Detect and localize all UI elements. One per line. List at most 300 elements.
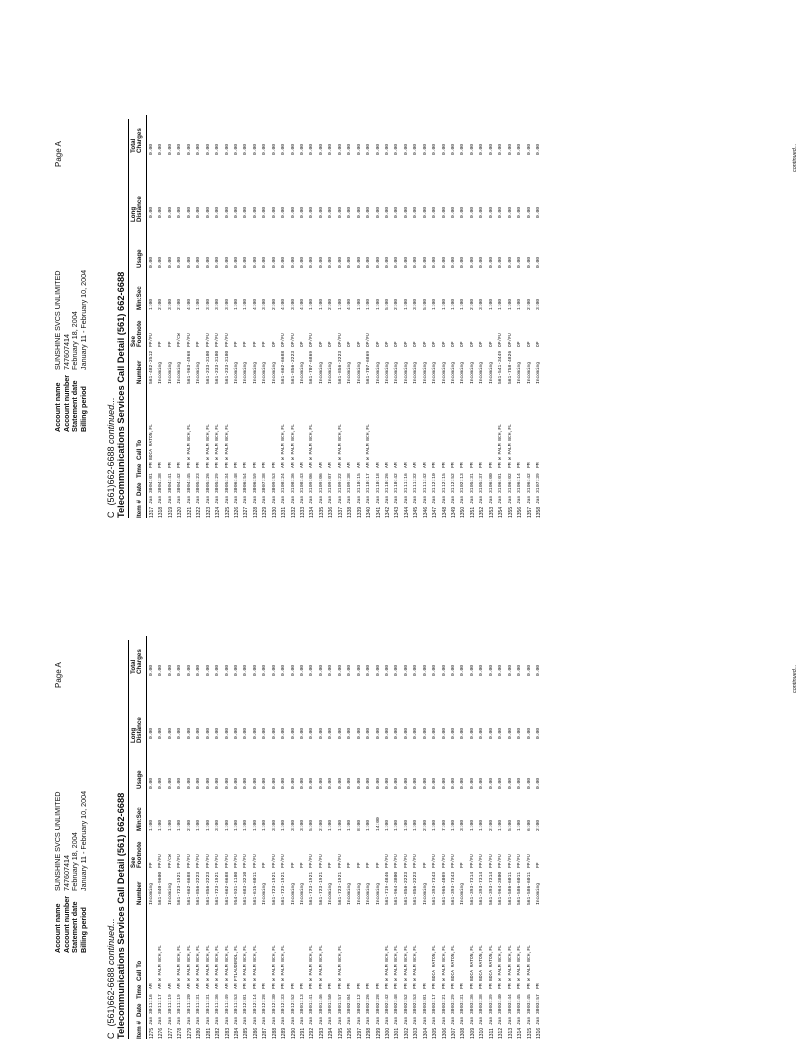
row-time: 12:15 <box>441 473 447 487</box>
row-item: 1311 <box>488 1028 495 1039</box>
row-date: Jan 30 <box>328 1008 334 1025</box>
row-date: Jan 30 <box>158 487 164 504</box>
row-time: 12:30 <box>271 994 277 1008</box>
section-phone: (561)662-6688 <box>106 446 116 506</box>
row-ampm: AM <box>167 983 173 989</box>
row-footnote: PP/FU <box>281 854 287 868</box>
table-row <box>403 115 412 518</box>
row-date: Jan 30 <box>300 1008 305 1025</box>
row-number: Incoming <box>167 882 173 905</box>
row-usage: 0.00 <box>252 777 258 789</box>
row-time: 01:13 <box>300 994 305 1008</box>
row-ampm: AM <box>290 462 296 468</box>
row-long-distance: 0.00 <box>149 206 154 218</box>
row-ampm: PM <box>290 983 296 989</box>
row-footnote: OP <box>375 341 381 347</box>
row-time: 06:14 <box>517 473 523 487</box>
row-number: 561-965-4089 <box>441 871 447 905</box>
row-long-distance: 0.00 <box>281 727 287 739</box>
row-usage: 0.00 <box>158 256 164 268</box>
row-total-charges: 0.00 <box>526 143 532 155</box>
header-usage: Usage <box>136 249 144 268</box>
row-min-sec: 1:00 <box>498 298 504 310</box>
row-total-charges: 0.00 <box>451 664 456 676</box>
row-total-charges: 0.00 <box>441 664 447 676</box>
row-number: Incoming <box>488 361 494 384</box>
row-item: 1306 <box>441 1027 448 1039</box>
row-time: 03:31 <box>460 994 466 1008</box>
row-number: 561-964-3800 <box>498 871 504 905</box>
table-row <box>365 636 374 1039</box>
table-row <box>308 115 317 518</box>
table-row <box>252 636 261 1039</box>
row-total-charges: 0.00 <box>215 664 221 676</box>
row-number: 561-856-2223 <box>337 350 343 384</box>
table-row <box>157 115 166 518</box>
row-call-to: W PALM BCH,FL <box>205 945 211 981</box>
call-detail-rows <box>148 636 544 1039</box>
row-total-charges: 0.00 <box>422 664 428 676</box>
row-long-distance: 0.00 <box>309 727 315 739</box>
table-row <box>280 115 289 518</box>
row-time: 03:17 <box>432 994 438 1008</box>
header-item: Item # <box>136 1021 144 1039</box>
row-call-to: W PALM BCH,FL <box>215 945 221 981</box>
row-usage: 0.00 <box>196 256 202 268</box>
row-total-charges: 0.00 <box>328 143 334 155</box>
row-time: 03:38 <box>479 994 485 1008</box>
row-number: Incoming <box>394 361 400 384</box>
row-min-sec: 1:00 <box>366 819 372 831</box>
row-time: 12:14 <box>252 994 258 1008</box>
row-date: Jan 30 <box>535 1008 541 1025</box>
row-number: Incoming <box>196 361 202 384</box>
row-time: 11:16 <box>403 473 409 487</box>
row-long-distance: 0.00 <box>243 206 249 218</box>
row-date: Jan 30 <box>290 1008 296 1025</box>
row-long-distance: 0.00 <box>271 727 277 739</box>
row-ampm: PM <box>215 462 221 468</box>
row-footnote: PP/FU <box>215 333 221 347</box>
row-number: Incoming <box>479 361 485 384</box>
row-total-charges: 0.00 <box>441 143 447 155</box>
statement-page-right <box>0 1 809 522</box>
row-min-sec: 14:00 <box>375 817 381 831</box>
row-total-charges: 0.00 <box>403 664 409 676</box>
row-usage: 0.00 <box>252 256 258 268</box>
continued-label: continued... <box>106 918 116 965</box>
table-row <box>233 115 242 518</box>
row-usage: 0.00 <box>347 777 353 789</box>
row-total-charges: 0.00 <box>526 664 532 676</box>
row-date: Jan 30 <box>479 1008 485 1025</box>
table-row <box>459 115 468 518</box>
row-call-to: W PALM BCH,FL <box>498 424 504 460</box>
row-number: Incoming <box>451 361 456 384</box>
table-row <box>214 636 223 1039</box>
row-time: 11:32 <box>413 473 419 487</box>
row-number: Incoming <box>460 882 466 905</box>
row-total-charges: 0.00 <box>290 664 296 676</box>
row-min-sec: 1:00 <box>432 819 438 831</box>
table-row <box>271 115 280 518</box>
row-long-distance: 0.00 <box>215 206 221 218</box>
row-date: Jan 31 <box>328 487 334 504</box>
row-call-to: W PALM BCH,FL <box>441 945 447 981</box>
row-item: 1320 <box>177 506 184 518</box>
row-total-charges: 0.00 <box>281 143 287 155</box>
row-total-charges: 0.00 <box>384 143 390 155</box>
row-date: Jan 30 <box>309 1008 315 1025</box>
row-time: 02:48 <box>394 994 400 1008</box>
row-ampm: PM <box>479 462 485 468</box>
row-min-sec: 1:00 <box>394 819 400 831</box>
row-number: 561-723-1921 <box>337 871 343 905</box>
row-usage: 0.00 <box>271 256 277 268</box>
row-long-distance: 0.00 <box>337 727 343 739</box>
row-ampm: PM <box>243 983 249 989</box>
row-total-charges: 0.00 <box>271 143 277 155</box>
row-item: 1346 <box>422 506 429 518</box>
row-item: 1336 <box>328 506 335 518</box>
row-footnote: OP <box>479 341 485 347</box>
row-long-distance: 0.00 <box>243 727 249 739</box>
row-ampm: PM <box>469 983 475 989</box>
row-long-distance: 0.00 <box>205 206 211 218</box>
row-date: Jan 31 <box>366 487 372 504</box>
row-usage: 0.00 <box>233 777 239 789</box>
row-usage: 0.00 <box>413 777 419 789</box>
row-min-sec: 2:00 <box>158 298 164 310</box>
row-min-sec: 3:00 <box>460 819 466 831</box>
section-mark: C <box>106 511 116 518</box>
row-usage: 0.00 <box>394 256 400 268</box>
row-usage: 0.00 <box>498 256 504 268</box>
row-ampm: PM <box>366 983 372 989</box>
row-ampm: PM <box>167 462 173 468</box>
row-date: Jan 30 <box>394 1008 400 1025</box>
row-number: Incoming <box>328 361 334 384</box>
table-row <box>205 636 214 1039</box>
row-ampm: PM <box>149 462 154 468</box>
row-ampm: PM <box>526 983 532 989</box>
header-long: Long <box>130 727 138 743</box>
row-total-charges: 0.00 <box>366 664 372 676</box>
row-ampm: AM <box>394 462 400 468</box>
row-item: 1348 <box>441 506 448 518</box>
row-item: 1339 <box>356 506 363 518</box>
row-call-to: W PALM BCH,FL <box>337 424 343 460</box>
row-call-to: W PALM BCH,FL <box>224 945 230 981</box>
row-number: Incoming <box>262 882 268 905</box>
row-footnote: OP/FU <box>337 333 343 347</box>
row-time: 12:52 <box>290 994 296 1008</box>
table-row <box>441 636 450 1039</box>
row-footnote: PP/FU <box>205 333 211 347</box>
row-time: 03:36 <box>469 994 475 1008</box>
row-call-to: BOCA RATON,FL <box>479 945 485 981</box>
row-usage: 0.00 <box>167 256 173 268</box>
row-item: 1314 <box>517 1027 524 1039</box>
row-call-to: W PALM BCH,FL <box>186 945 192 981</box>
row-number: 561-662-6688 <box>224 871 230 905</box>
row-usage: 0.00 <box>262 777 268 789</box>
row-long-distance: 0.00 <box>403 206 409 218</box>
row-total-charges: 0.00 <box>243 664 249 676</box>
row-ampm: PM <box>394 983 400 989</box>
row-footnote: OP <box>300 341 305 347</box>
call-detail-title: Telecommunications Services Call Detail (561) 662-6688 <box>116 792 126 1039</box>
row-call-to: W PALM BCH,FL <box>337 945 343 981</box>
row-ampm: PM <box>432 983 438 989</box>
row-footnote: PP/FU <box>488 854 494 868</box>
row-total-charges: 0.00 <box>328 664 334 676</box>
row-total-charges: 0.00 <box>196 664 202 676</box>
row-date: Jan 31 <box>535 487 541 504</box>
row-long-distance: 0.00 <box>224 206 230 218</box>
row-total-charges: 0.00 <box>469 143 475 155</box>
row-total-charges: 0.00 <box>394 143 400 155</box>
row-long-distance: 0.00 <box>318 727 324 739</box>
row-usage: 0.00 <box>262 256 268 268</box>
row-call-to: W PALM BCH,FL <box>196 945 202 981</box>
row-number: 561-233-3180 <box>215 350 221 384</box>
header-footnote: Footnote <box>136 841 144 868</box>
row-ampm: PM <box>535 462 541 468</box>
row-footnote: OP <box>384 341 390 347</box>
row-ampm: PM <box>252 983 258 989</box>
row-footnote: PP <box>252 341 258 347</box>
row-call-to: W PALM BCH,FL <box>309 945 315 981</box>
row-number: 561-586-6011 <box>517 871 523 905</box>
row-date: Jan 30 <box>460 1008 466 1025</box>
row-long-distance: 0.00 <box>517 206 523 218</box>
row-date: Jan 30 <box>498 1008 504 1025</box>
row-date: Jan 30 <box>196 487 202 504</box>
row-item: 1331 <box>281 506 288 518</box>
row-min-sec: 2:00 <box>177 298 183 310</box>
row-long-distance: 0.00 <box>252 206 258 218</box>
row-item: 1279 <box>186 1027 193 1039</box>
row-long-distance: 0.00 <box>337 206 343 218</box>
row-number: Incoming <box>517 361 523 384</box>
row-usage: 0.00 <box>403 256 409 268</box>
row-date: Jan 31 <box>441 487 447 504</box>
row-min-sec: 1:00 <box>403 298 409 310</box>
row-footnote: PP <box>460 862 466 868</box>
row-footnote: OP <box>460 341 466 347</box>
row-footnote: OP <box>451 341 456 347</box>
row-time: 05:37 <box>479 473 485 487</box>
row-item: 1330 <box>271 506 278 518</box>
section-continued-title <box>106 918 116 1039</box>
row-min-sec: 1:00 <box>177 819 183 831</box>
row-footnote: PP <box>535 862 541 868</box>
row-ampm: PM <box>281 983 287 989</box>
row-min-sec: 1:00 <box>167 819 173 831</box>
table-row <box>356 636 365 1039</box>
table-row <box>431 115 440 518</box>
continued-footer: continued... <box>792 143 798 172</box>
row-footnote: OP/FU <box>309 333 315 347</box>
row-call-to: W PALM BCH,FL <box>394 945 400 981</box>
row-number: Incoming <box>262 361 268 384</box>
row-min-sec: 1:00 <box>337 298 343 310</box>
table-row <box>431 636 440 1039</box>
row-footnote: OP/FU <box>290 333 296 347</box>
row-number: 561-723-1921 <box>177 871 183 905</box>
row-date: Jan 31 <box>309 487 315 504</box>
row-long-distance: 0.00 <box>290 206 296 218</box>
row-item: 1328 <box>252 506 259 518</box>
row-item: 1334 <box>309 506 316 518</box>
row-date: Jan 30 <box>337 1008 343 1025</box>
row-item: 1310 <box>479 1027 486 1039</box>
row-number: 561-482-2512 <box>149 350 154 384</box>
row-date: Jan 31 <box>281 487 287 504</box>
row-number: Incoming <box>252 361 258 384</box>
row-number: Incoming <box>233 361 239 384</box>
table-row <box>469 115 478 518</box>
row-min-sec: 6:00 <box>526 819 532 831</box>
row-min-sec: 3:00 <box>535 298 541 310</box>
row-footnote: PP/FU <box>149 333 154 347</box>
row-item: 1347 <box>432 506 439 518</box>
header-number: Number <box>136 360 144 384</box>
row-min-sec: 2:00 <box>526 298 532 310</box>
row-date: Jan 30 <box>158 1008 164 1025</box>
row-min-sec: 1:00 <box>252 819 258 831</box>
row-long-distance: 0.00 <box>394 206 400 218</box>
row-footnote: PP/FU <box>318 854 324 868</box>
table-row <box>346 115 355 518</box>
row-time: 02:28 <box>375 994 381 1008</box>
row-footnote: PP/FU <box>413 854 419 868</box>
row-total-charges: 0.00 <box>233 664 239 676</box>
row-total-charges: 0.00 <box>535 664 541 676</box>
row-total-charges: 0.00 <box>309 143 315 155</box>
table-row <box>308 636 317 1039</box>
row-ampm: AM <box>384 462 390 468</box>
row-ampm: AM <box>328 462 334 468</box>
row-total-charges: 0.00 <box>177 143 183 155</box>
row-usage: 0.00 <box>224 256 230 268</box>
row-item: 1276 <box>158 1027 165 1039</box>
table-row <box>469 636 478 1039</box>
row-call-to: BOCA RATON,FL <box>451 945 456 981</box>
row-time: 04:38 <box>158 473 164 487</box>
row-usage: 0.00 <box>177 256 183 268</box>
row-long-distance: 0.00 <box>507 206 513 218</box>
row-date: Jan 30 <box>375 1008 381 1025</box>
row-usage: 0.00 <box>375 777 381 789</box>
row-time: 02:53 <box>413 994 419 1008</box>
row-call-to: W PALM BCH,FL <box>517 945 523 981</box>
table-row <box>393 115 402 518</box>
row-min-sec: 4:00 <box>281 298 287 310</box>
row-item: 1324 <box>215 506 222 518</box>
table-row <box>478 636 487 1039</box>
row-call-to: W PALM BCH,FL <box>384 945 390 981</box>
row-min-sec: 1:00 <box>196 819 202 831</box>
row-date: Jan 31 <box>526 487 532 504</box>
row-ampm: AM <box>281 462 287 468</box>
row-ampm: PM <box>243 462 249 468</box>
table-row <box>290 636 299 1039</box>
row-ampm: PM <box>432 462 438 468</box>
row-min-sec: 2:00 <box>422 819 428 831</box>
row-min-sec: 3:00 <box>224 298 230 310</box>
row-time: 03:39 <box>488 994 494 1008</box>
row-time: 07:38 <box>262 473 268 487</box>
row-min-sec: 5:00 <box>507 819 513 831</box>
row-time: 03:40 <box>498 994 504 1008</box>
row-time: 02:42 <box>384 994 390 1008</box>
row-footnote: PP <box>149 862 154 868</box>
row-usage: 0.00 <box>451 777 456 789</box>
row-time: 11:16 <box>149 994 154 1008</box>
row-time: 02:04 <box>347 994 353 1008</box>
row-total-charges: 0.00 <box>224 143 230 155</box>
row-total-charges: 0.00 <box>177 664 183 676</box>
row-time: 05:23 <box>196 473 202 487</box>
row-footnote: PP/FU <box>186 854 192 868</box>
row-usage: 0.00 <box>318 256 324 268</box>
row-long-distance: 0.00 <box>384 727 390 739</box>
row-item: 1338 <box>347 506 354 518</box>
row-number: Incoming <box>413 361 419 384</box>
row-footnote: PP/FU <box>196 854 202 868</box>
row-date: Jan 31 <box>356 487 362 504</box>
row-total-charges: 0.00 <box>186 143 192 155</box>
row-date: Jan 30 <box>422 1008 428 1025</box>
row-long-distance: 0.00 <box>498 727 504 739</box>
row-usage: 0.00 <box>517 777 523 789</box>
row-footnote: PP/FU <box>215 854 221 868</box>
row-ampm: PM <box>158 462 164 468</box>
row-min-sec: 1:00 <box>205 819 211 831</box>
row-min-sec: 1:00 <box>318 298 324 310</box>
row-ampm: PM <box>517 983 523 989</box>
section-mark: C <box>106 1032 116 1039</box>
call-detail-title: Telecommunications Services Call Detail (561) 662-6688 <box>116 271 126 518</box>
table-row <box>290 115 299 518</box>
row-date: Jan 31 <box>469 487 475 504</box>
row-item: 1283 <box>224 1027 231 1039</box>
row-item: 1295 <box>337 1027 344 1039</box>
row-ampm: AM <box>186 983 192 989</box>
row-min-sec: 3:00 <box>215 298 221 310</box>
row-long-distance: 0.00 <box>167 206 173 218</box>
row-total-charges: 0.00 <box>507 664 513 676</box>
row-long-distance: 0.00 <box>384 206 390 218</box>
row-item: 1313 <box>507 1027 514 1039</box>
row-footnote: PP/CW <box>177 333 183 347</box>
account-name-label: Account name <box>53 903 62 953</box>
row-total-charges: 0.00 <box>375 143 381 155</box>
row-total-charges: 0.00 <box>507 143 513 155</box>
row-time: 04:41 <box>167 473 173 487</box>
row-min-sec: 1:00 <box>233 819 239 831</box>
row-footnote: OP <box>535 341 541 347</box>
row-item: 1308 <box>460 1027 467 1039</box>
row-total-charges: 0.00 <box>271 664 277 676</box>
row-total-charges: 0.00 <box>469 664 475 676</box>
row-total-charges: 0.00 <box>309 664 315 676</box>
account-number-value: 747607414 <box>61 334 71 370</box>
row-min-sec: 2:00 <box>328 298 334 310</box>
row-ampm: PM <box>451 462 456 468</box>
